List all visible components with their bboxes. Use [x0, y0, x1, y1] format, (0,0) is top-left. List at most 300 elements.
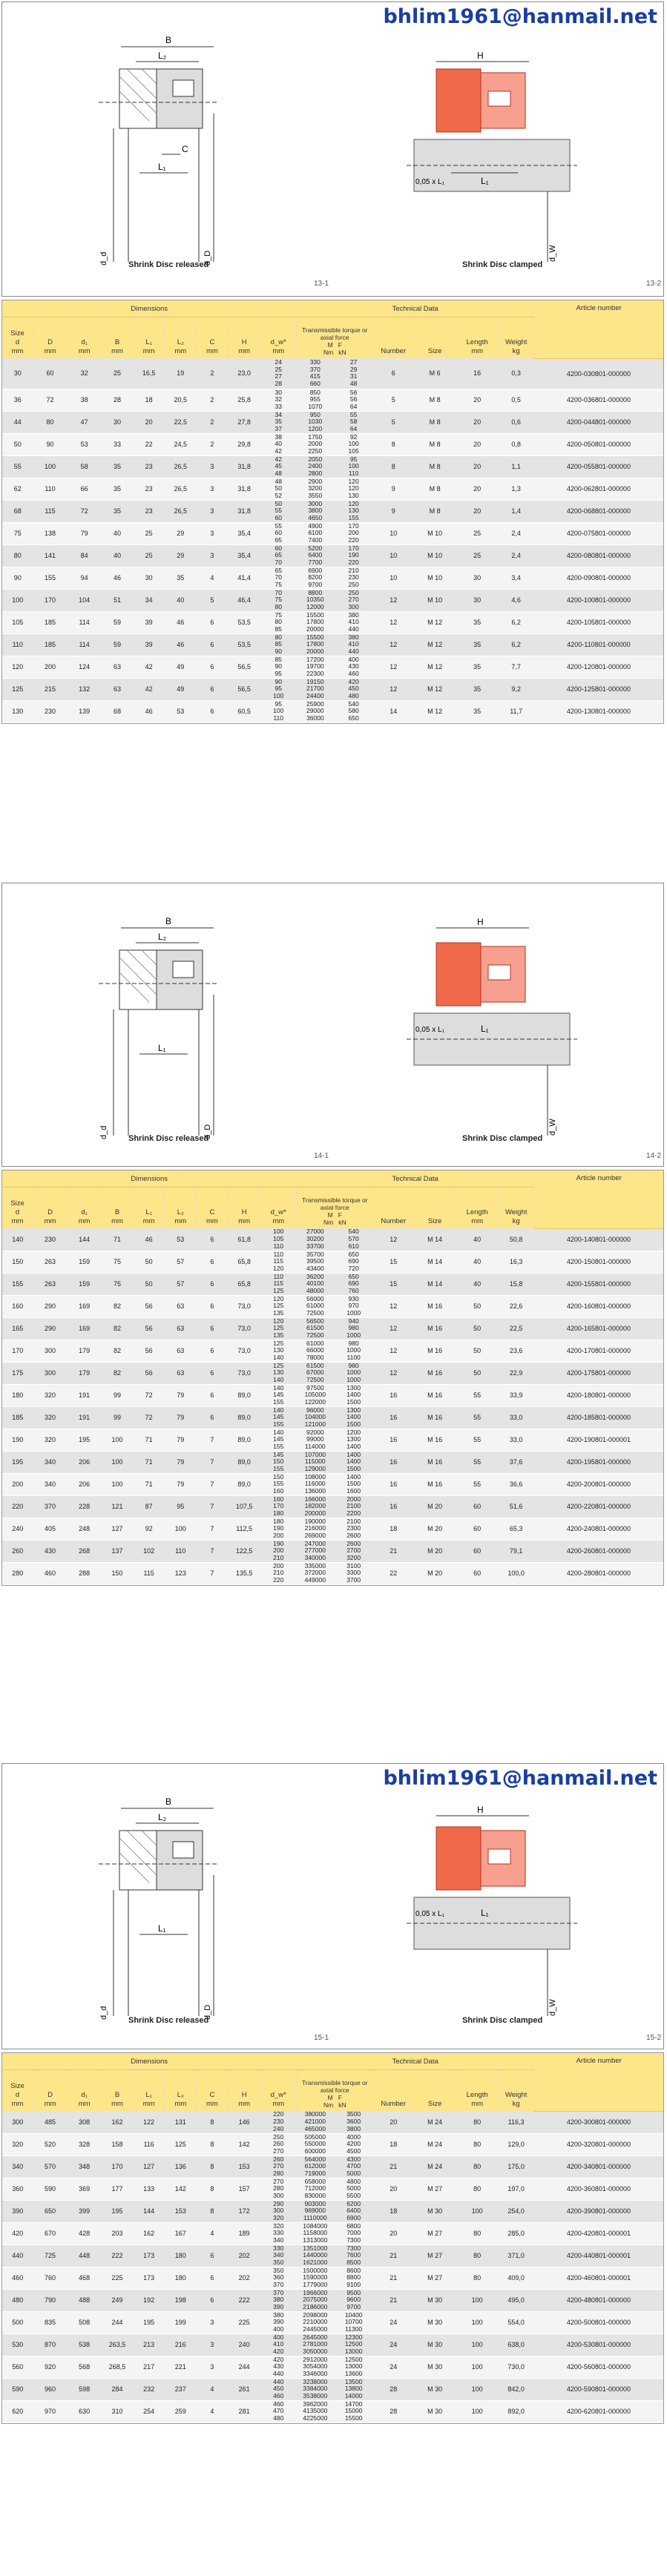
table-row: [2, 1340, 663, 1362]
table-row: [2, 2244, 663, 2267]
cell-d: 185: [12, 1414, 24, 1421]
cell-H: 23,0: [237, 369, 251, 378]
table-body: [2, 2111, 663, 2422]
cell-F: 210: [348, 567, 359, 574]
cell-L2: 63: [177, 1369, 185, 1377]
cell-M: 850: [309, 389, 321, 396]
cell-num: 18: [390, 2207, 398, 2215]
cell-F: 9600: [346, 2296, 361, 2304]
cell-D: 290: [45, 1302, 56, 1310]
cell-len: 50: [473, 1325, 482, 1332]
cell-num: 8: [391, 441, 395, 448]
cell-F: 980: [348, 1362, 359, 1369]
cell-L1: 42: [145, 663, 153, 671]
cell-D: 790: [45, 2296, 56, 2304]
cell-M: 7400: [308, 536, 323, 544]
cell-B: 82: [113, 1302, 121, 1310]
cell-M: 5200: [308, 544, 323, 552]
cell-kg: 285,0: [507, 2230, 525, 2237]
cell-M: 3384000: [303, 2385, 328, 2393]
cell-d1: 399: [79, 2207, 91, 2215]
cell-B: 82: [113, 1325, 121, 1332]
cell-d1: 114: [79, 641, 90, 648]
cell-d1: 38: [80, 396, 88, 403]
cell-kg: 730,0: [507, 2363, 525, 2371]
cell-M: 1030: [308, 418, 323, 426]
svg-text:L₁: L₁: [481, 1024, 489, 1034]
cell-C: 7: [210, 1525, 214, 1532]
cell-kg: 23,6: [509, 1347, 523, 1354]
cell-d1: 468: [79, 2274, 91, 2282]
cell-M: 3962000: [303, 2400, 328, 2408]
cell-d1: 179: [79, 1347, 91, 1354]
cell-L2: 46: [177, 619, 185, 626]
svg-text:L₁: L₁: [481, 1908, 489, 1918]
cell-L2: 180: [174, 2274, 186, 2282]
cell-dw: 65: [275, 536, 282, 544]
cell-dw: 125: [273, 1286, 284, 1294]
cell-L2: 24,5: [174, 441, 188, 448]
cell-L2: 46: [177, 641, 185, 648]
cell-H: 122,5: [235, 1547, 253, 1555]
cell-M: 2912000: [303, 2356, 328, 2363]
cell-M: 3550: [308, 491, 323, 499]
cell-dw: 28: [275, 379, 282, 387]
cell-D: 215: [45, 685, 56, 693]
clamped-section-drawing: [407, 1805, 577, 2016]
cell-d1: 248: [79, 1525, 91, 1532]
cell-dw: 370: [273, 2280, 284, 2288]
cell-M: 108000: [304, 1473, 326, 1480]
cell-H: 202: [238, 2274, 250, 2282]
cell-B: 244: [111, 2319, 123, 2326]
cell-F: 410: [348, 618, 359, 626]
cell-F: 110: [348, 469, 359, 477]
technical-drawing: [2, 1764, 663, 2049]
table-row: [2, 1273, 663, 1295]
cell-len: 35: [473, 641, 482, 648]
label-dd: d_d: [99, 251, 108, 266]
table-row: [2, 2111, 663, 2133]
table-row: [2, 2155, 663, 2178]
cell-d1: 32: [80, 369, 88, 378]
cell-num: 15: [390, 1258, 398, 1265]
cell-art: 4200-120801-000000: [566, 663, 631, 671]
cell-dw: 80: [275, 618, 282, 626]
cell-M: 3050000: [303, 2347, 328, 2355]
cell-F: 170: [348, 544, 359, 552]
cell-len: 80: [473, 2141, 482, 2148]
cell-H: 46,4: [237, 596, 251, 604]
cell-M: 105000: [304, 1391, 326, 1399]
cell-B: 158: [111, 2141, 123, 2148]
cell-F: 190: [348, 551, 359, 559]
cell-dw: 145: [273, 1391, 284, 1399]
cell-d1: 448: [79, 2252, 91, 2259]
cell-art: 4200-030801-000000: [566, 369, 631, 378]
cell-F: 29: [349, 365, 358, 373]
cell-dw: 42: [275, 455, 282, 463]
cell-L2: 53: [177, 1235, 185, 1243]
cell-C: 6: [210, 2252, 214, 2259]
cell-dw: 110: [273, 714, 284, 722]
cell-L1: 72: [145, 1391, 153, 1399]
cell-D: 870: [45, 2341, 56, 2348]
cell-dw: 260: [273, 2140, 284, 2148]
cell-M: 830000: [304, 2191, 326, 2199]
cell-dw: 140: [273, 1353, 284, 1361]
data-table: Dimensions Technical Data Article number Size d mm D mm d₁ mm B mm L₁ mm L₂ mm C mm H mm d_w* mm Transmissible torque or axial force M F Nm kN Number Size Length mm Weight kg 300 485 308 162 122 131 8 146 220 230 240 380000 421000 465000 3500 3600 3800 20 M 24 80 116,3 4200-300801-000000 320 520 328 158 116 125 8 142 250 260 270 505000 550000 600000 4000 4200 4500 18 M 24 80 129,0 4200-320801-000000 340 570 348 170 127 136 8 153 260 270 280 564000 612000 719000 4300 4700 5000 21 M 24 80 175,0 4200-340801-000000 360 590 369 177 133 142 8 157 270 280 300 658000 712000 830000 4800 5000 5500 20 M 27 80 197,0 4200-360801-000000 390 650 399 195 144 153 8 172 290 300 320 903000 969000 1110000 6200 6400 6900 18 M 30 100 254,0 4200-390801-000000 420 670 428 203 162 167 4 189 320 330 340 1084000 1158000 1313000 6800 7000 7300 20 M 27 80 285,0 4200-420801-000001 440 725 448 222 173 180 6 202 330 340 350 1351000 1440000 1621000 7300 7600 8500 21 M 27 80 371,0 4200-440801-000001 460 760 468 225 173 180 6 202 350 360 370 1500000 1590000 1779000 8600 8800 9100 21 M 27 80 409,0 4200-460801-000001 480 790 488 249 192 198 6 222 370 380 390 1966000 2075000 2186000 9500 9600 9700 21 M 30 100 495,0 4200-480801-000000 500 835 508 244 195 199 3 225 380 390 400 2098000 2210000 2445000 10400 10700 11300 24 M 30 100 554,0 4200-500801-000000 530 870 538 263,5 213 216 3 240 400 410 420 2645000 2781000 3050000 12300 12500 13000 24 M 30 100 638,0 4200-530801-000000 560 920 568 268,5 217 221 3 244 420 430 440 2912000 3054000 3346000 12500 13000 13600 24 M 30 100 730,0 4200-560801-000000 590 960 598 284 232 237 4 261 440 450 460 3238000 3384000 3538000 13500 13800 14000 28 M 30 100 842,0 4200-590801-000000 620 970 630 310 254 259 4 281 460 470 480 3962000 4135000 4225000 14700 15000 15500 28 M 30 100 892,0 4200-620801-000000: [1, 2052, 664, 2424]
svg-text:d_W: d_W: [548, 1999, 557, 2016]
cell-dw: 130: [273, 1368, 284, 1377]
cell-M: 97500: [306, 1384, 324, 1391]
cell-screw: M 24: [427, 2118, 443, 2126]
cell-F: 9700: [346, 2302, 361, 2310]
cell-kg: 7,7: [511, 663, 521, 671]
cell-B: 284: [111, 2385, 123, 2393]
cell-screw: M 16: [427, 1480, 443, 1488]
cell-len: 55: [473, 1480, 482, 1488]
cell-C: 6: [210, 1391, 214, 1399]
cell-screw: M 27: [427, 2230, 443, 2237]
cell-F: 380: [348, 611, 359, 619]
cell-F: 1600: [346, 1486, 361, 1495]
cell-F: 220: [348, 558, 359, 566]
cell-M: 78000: [306, 1353, 324, 1361]
cell-art: 4200-280801-000000: [566, 1569, 631, 1577]
cell-dw: 95: [275, 669, 282, 677]
cell-H: 107,5: [235, 1503, 253, 1510]
cell-M: 72500: [306, 1375, 324, 1383]
cell-C: 6: [210, 1347, 214, 1354]
cell-d1: 47: [80, 418, 88, 426]
cell-kg: 0,6: [511, 418, 521, 426]
cell-d1: 228: [79, 1503, 91, 1510]
cell-dw: 145: [273, 1435, 284, 1443]
cell-num: 16: [390, 1458, 398, 1466]
cell-M: 330: [309, 358, 321, 366]
cell-d1: 124: [79, 663, 91, 671]
cell-len: 55: [473, 1391, 482, 1399]
clamped-section-drawing: [407, 917, 577, 1136]
cell-num: 21: [390, 2163, 398, 2170]
cell-screw: M 8: [429, 485, 441, 493]
cell-dw: 140: [273, 1375, 284, 1383]
cell-F: 64: [349, 424, 358, 432]
cell-screw: M 16: [427, 1302, 443, 1310]
cell-kg: 371,0: [507, 2252, 525, 2259]
table-row: [2, 1384, 663, 1406]
cell-F: 1400: [346, 1473, 361, 1480]
cell-L1: 39: [145, 641, 153, 648]
cell-screw: M 8: [429, 463, 441, 470]
cell-L2: 63: [177, 1325, 185, 1332]
cell-dw: 320: [273, 2213, 284, 2221]
cell-d: 100: [12, 596, 24, 604]
cell-D: 320: [45, 1391, 56, 1399]
cell-kg: 11,7: [510, 708, 523, 715]
cell-C: 8: [210, 2163, 214, 2170]
cell-L2: 29: [177, 552, 185, 559]
cell-art: 4200-160801-000000: [566, 1302, 631, 1310]
cell-M: 2400: [308, 462, 323, 470]
cell-F: 3700: [346, 1575, 361, 1584]
cell-L2: 35: [177, 574, 185, 582]
label-dW: d_W: [548, 245, 557, 262]
cell-F: 1000: [346, 1331, 361, 1339]
cell-H: 281: [238, 2408, 250, 2415]
cell-kg: 22,6: [509, 1302, 523, 1310]
cell-D: 970: [45, 2408, 56, 2415]
label-005: 0,05 x L₁: [415, 178, 444, 186]
cell-L2: 26,5: [174, 485, 188, 493]
cell-d1: 598: [79, 2385, 91, 2393]
figure-number: 14-1: [314, 1152, 329, 1160]
cell-M: 21700: [306, 685, 324, 693]
cell-B: 99: [113, 1391, 121, 1399]
cell-D: 320: [45, 1414, 56, 1421]
cell-len: 20: [473, 463, 482, 470]
cell-L1: 71: [145, 1458, 153, 1466]
svg-text:L₂: L₂: [158, 1812, 167, 1822]
cell-M: 116000: [304, 1480, 326, 1488]
cell-B: 75: [113, 1280, 121, 1288]
cell-M: 969000: [304, 2207, 326, 2215]
label-dD: d_D: [203, 250, 212, 266]
cell-M: 17800: [306, 640, 324, 648]
cell-len: 55: [473, 1436, 482, 1443]
cell-M: 340000: [304, 1553, 326, 1561]
cell-dw: 240: [273, 2124, 284, 2132]
cell-M: 2098000: [303, 2311, 328, 2319]
cell-L1: 87: [145, 1503, 153, 1510]
cell-H: 135,5: [235, 1569, 253, 1577]
table-row: [2, 2267, 663, 2289]
cell-F: 92: [349, 433, 358, 441]
cell-F: 15000: [344, 2407, 363, 2415]
figure-number: 15-2: [646, 2034, 662, 2042]
cell-kg: 33,0: [509, 1414, 523, 1421]
cell-kg: 175,0: [507, 2163, 525, 2170]
cell-M: 40100: [306, 1279, 324, 1288]
cell-D: 670: [45, 2230, 56, 2237]
cell-d1: 144: [79, 1235, 91, 1243]
cell-F: 4800: [346, 2178, 361, 2185]
table-row: [2, 2222, 663, 2244]
cell-dw: 45: [275, 462, 282, 470]
cell-D: 170: [45, 596, 56, 604]
svg-text:L₁: L₁: [158, 1923, 166, 1934]
cell-B: 225: [111, 2274, 123, 2282]
cell-num: 20: [390, 2118, 398, 2126]
cell-F: 120: [348, 484, 359, 493]
cell-F: 9500: [346, 2289, 361, 2296]
cell-screw: M 10: [427, 574, 443, 582]
cell-F: 410: [348, 640, 359, 648]
caption-released: Shrink Disc released: [128, 260, 209, 269]
cell-screw: M 12: [427, 708, 443, 715]
cell-dw: 340: [273, 2236, 284, 2244]
cell-M: 17200: [306, 656, 324, 663]
cell-len: 80: [473, 2185, 482, 2193]
cell-M: 1200: [308, 424, 323, 432]
cell-L1: 116: [143, 2141, 154, 2148]
cell-dw: 52: [275, 491, 282, 499]
cell-d1: 428: [79, 2230, 91, 2237]
cell-B: 99: [113, 1414, 121, 1421]
cell-dw: 140: [273, 1429, 284, 1436]
cell-D: 115: [45, 507, 56, 515]
cell-D: 60: [46, 369, 54, 378]
cell-H: 73,0: [237, 1347, 251, 1354]
cell-len: 60: [473, 1547, 482, 1555]
cell-F: 31: [349, 372, 358, 381]
cell-M: 380000: [304, 2111, 326, 2118]
drawing-panel: [1, 1, 664, 297]
cell-dw: 100: [273, 1228, 284, 1236]
cell-H: 153: [238, 2163, 250, 2170]
cell-d: 180: [12, 1391, 24, 1399]
cell-kg: 37,6: [509, 1458, 523, 1466]
cell-F: 1000: [346, 1346, 361, 1354]
cell-kg: 6,2: [511, 641, 521, 648]
cell-dw: 42: [275, 447, 282, 455]
cell-L2: 199: [174, 2319, 186, 2326]
cell-screw: M 8: [429, 507, 441, 515]
cell-H: 73,0: [237, 1369, 251, 1377]
table-row: [2, 567, 663, 589]
cell-dw: 180: [273, 1509, 284, 1517]
cell-M: 25900: [306, 700, 324, 708]
cell-d1: 630: [79, 2408, 91, 2415]
label-B: B: [165, 35, 172, 45]
cell-screw: M 14: [427, 1258, 443, 1265]
cell-d: 55: [13, 463, 22, 470]
cell-screw: M 24: [427, 2163, 443, 2170]
cell-H: 56,5: [237, 685, 251, 693]
cell-dw: 25: [275, 365, 282, 373]
cell-art: 4200-180801-000000: [566, 1391, 631, 1399]
figure-number: 13-1: [314, 280, 329, 288]
cell-len: 80: [473, 2163, 482, 2170]
cell-art: 4200-320801-000000: [566, 2141, 631, 2148]
cell-screw: M 24: [427, 2141, 443, 2148]
cell-L1: 102: [143, 1547, 155, 1555]
cell-H: 56,5: [237, 663, 251, 671]
cell-d1: 169: [79, 1302, 91, 1310]
cell-F: 130: [348, 491, 359, 499]
cell-L1: 50: [145, 1280, 153, 1288]
cell-screw: M 8: [429, 396, 441, 403]
cell-M: 6900: [308, 567, 323, 574]
cell-L2: 110: [175, 1547, 186, 1555]
cell-C: 6: [210, 1258, 214, 1265]
cell-M: 1500000: [303, 2267, 328, 2274]
cell-screw: M 20: [427, 1569, 443, 1577]
cell-M: 129000: [304, 1464, 326, 1472]
cell-dw: 270: [273, 2178, 284, 2185]
cell-F: 6800: [346, 2222, 361, 2230]
cell-d1: 66: [80, 485, 88, 493]
cell-num: 12: [390, 663, 398, 671]
label-L2: L₂: [158, 50, 167, 61]
cell-art: 4200-340801-000000: [566, 2163, 631, 2170]
cell-dw: 70: [275, 573, 282, 582]
cell-dw: 270: [273, 2147, 284, 2155]
cell-M: 99000: [306, 1435, 324, 1443]
cell-dw: 370: [273, 2289, 284, 2296]
caption-clamped: Shrink Disc clamped: [462, 260, 543, 269]
cell-dw: 27: [275, 372, 282, 381]
cell-len: 20: [473, 441, 482, 448]
cell-M: 1158000: [303, 2229, 328, 2237]
cell-M: 12000: [306, 602, 324, 610]
cell-num: 16: [390, 1391, 398, 1399]
cell-len: 80: [473, 2118, 482, 2126]
cell-M: 3800: [308, 507, 323, 515]
cell-B: 222: [111, 2252, 123, 2259]
cell-C: 7: [210, 1569, 214, 1577]
cell-D: 263: [45, 1258, 56, 1265]
cell-D: 300: [45, 1347, 56, 1354]
cell-art: 4200-165801-000000: [566, 1325, 631, 1332]
cell-F: 14700: [344, 2400, 363, 2408]
cell-dw: 90: [275, 647, 282, 655]
cell-len: 100: [471, 2296, 483, 2304]
cell-L1: 71: [145, 1436, 153, 1443]
cell-num: 5: [391, 418, 395, 426]
cell-D: 300: [45, 1369, 56, 1377]
cell-M: 1110000: [303, 2213, 327, 2221]
table-row: [2, 2378, 663, 2400]
cell-L1: 127: [143, 2163, 155, 2170]
cell-num: 20: [390, 2230, 398, 2237]
cell-M: 505000: [304, 2133, 326, 2141]
cell-M: 166000: [304, 1495, 326, 1503]
cell-dw: 450: [273, 2385, 284, 2393]
cell-F: 2200: [346, 1509, 361, 1517]
cell-len: 100: [471, 2408, 483, 2415]
cell-F: 1000: [346, 1308, 361, 1317]
cell-kg: 495,0: [507, 2296, 525, 2304]
cell-M: 36200: [306, 1273, 324, 1280]
cell-F: 1500: [346, 1397, 361, 1406]
cell-kg: 2,4: [511, 552, 521, 559]
cell-F: 15500: [344, 2414, 363, 2422]
cell-dw: 60: [275, 544, 282, 552]
cell-F: 1300: [346, 1406, 361, 1414]
cell-L1: 23: [145, 463, 153, 470]
cell-M: 564000: [304, 2155, 326, 2163]
cell-H: 157: [238, 2185, 250, 2193]
cell-screw: M 16: [427, 1414, 443, 1421]
cell-M: 36000: [306, 714, 324, 722]
cell-L2: 26,5: [174, 507, 188, 515]
cell-screw: M 27: [427, 2274, 443, 2282]
cell-dw: 155: [273, 1397, 284, 1406]
cell-M: 3000: [308, 500, 323, 507]
cell-L2: 180: [174, 2252, 186, 2259]
cell-H: 89,0: [237, 1480, 251, 1488]
cell-B: 121: [111, 1503, 123, 1510]
cell-H: 25,8: [237, 396, 251, 403]
cell-B: 170: [111, 2163, 123, 2170]
cell-F: 3500: [346, 2111, 361, 2118]
cell-F: 4700: [346, 2162, 361, 2170]
cell-screw: M 30: [427, 2363, 443, 2371]
cell-d: 105: [12, 619, 24, 626]
cell-len: 35: [473, 619, 482, 626]
